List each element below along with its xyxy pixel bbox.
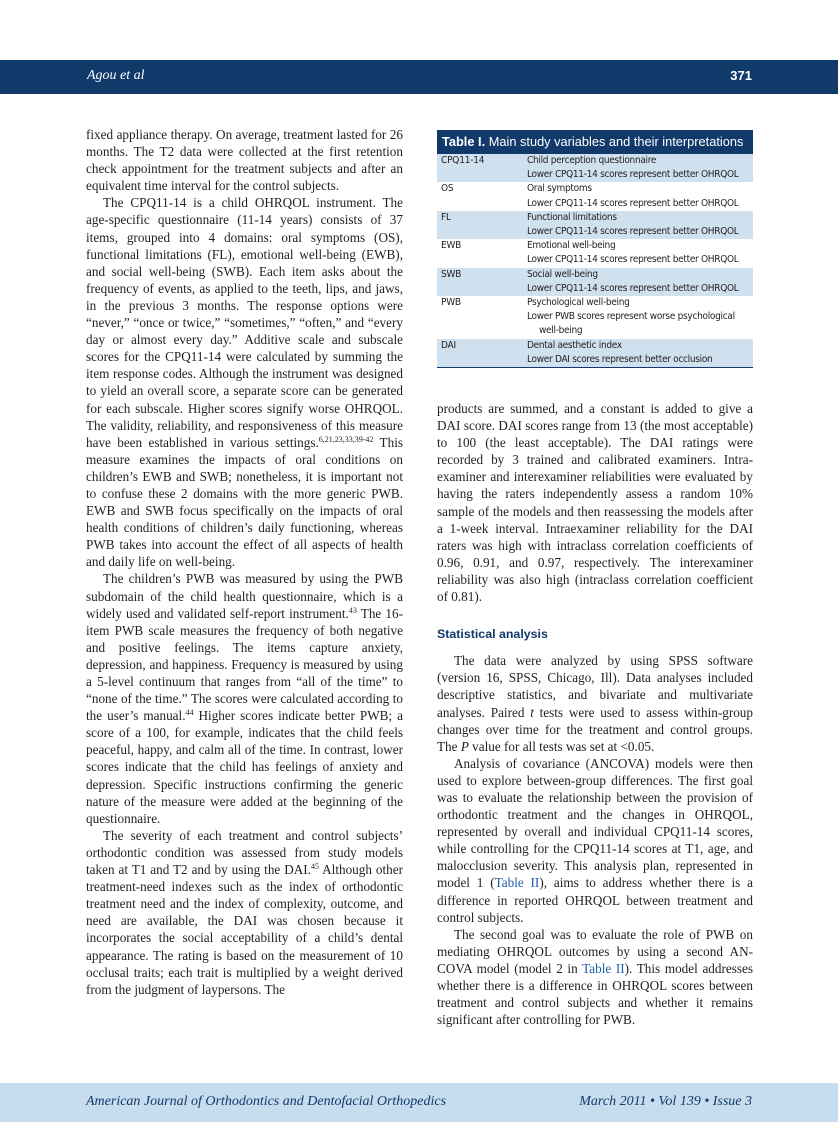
reference-superscript: 44: [185, 708, 194, 718]
table-cell-line: Lower CPQ11-14 scores represent better OHRQOL: [527, 282, 739, 294]
table-row: [437, 154, 753, 182]
table-cell-line: Lower PWB scores represent worse psychological: [527, 311, 735, 323]
table-title: Table I. Main study variables and their interpretations: [437, 130, 753, 154]
running-footer: [0, 1083, 838, 1122]
paragraph: The children’s PWB was measured by using the PWB subdomain of the child health questionnaire, which is a widely used and validated self-report instrument.$^{43}$ The 16-item PWB scale measures the frequency of both negative and positive feelings. The items capture anxiety, depression, and happiness. Frequency is measured by using a 5-level continuum that ranges from “all of the time” to “none of the time.” The scores were calculated according to the user’s manual.$^{44}$ Higher scores indicate better PWB; a score of a 100, for example, indicates that the child feels peaceful, happy, and calm all of the time. In contrast, lower scores indicate that the child has feelings of anxiety and depression. Specific instructions confirming the generic nature of the measure were added at the beginning of the questionnaire.: [86, 571, 403, 826]
table-row: [437, 296, 753, 339]
table-cell-line: Functional limitations: [527, 211, 617, 223]
table-cell-line: Psychological well-being: [527, 297, 630, 309]
table-cell-line: Social well-being: [527, 268, 598, 280]
table-cell-line: well-being: [539, 325, 583, 337]
table-row: [437, 182, 753, 210]
table-cell-line: Emotional well-being: [527, 240, 616, 252]
running-author: Agou et al: [87, 68, 145, 83]
table-cell-line: Lower DAI scores represent better occlusion: [527, 353, 713, 365]
table-cell-abbreviation: EWB: [441, 240, 462, 252]
paragraph: The severity of each treatment and control subjects’ orthodontic condition was assessed from study models taken at T1 and T2 and by using the DAI.$^{45}$ Although other treatment-need indexes such as the index of orthodontic treatment need and the index of complexity, outcome, and need are available, the DAI was chosen because it incorporates the social acceptability of a child’s dental appearance. The rating is based on the measurement of 10 occlusal traits; each trait is multiplied by a weight derived from the judgment of laypersons. The: [86, 827, 403, 997]
table-link[interactable]: Table II: [582, 960, 625, 976]
table-cell-line: Oral symptoms: [527, 183, 592, 195]
table-cell-line: Lower CPQ11-14 scores represent better OHRQOL: [527, 226, 739, 238]
paragraph: products are summed, and a constant is added to give a DAI score. DAI scores range from 13 (the most acceptable) to 100 (the least acceptable). The DAI ratings were recorded by 3 trained and calibrated examiners. Intraexaminer and interexaminer reliabilities were evaluated by having the raters independently assess a random 10% sample of the models and then reassessing the models after a 1-week interval. Intraexaminer reliability for the DAI raters was high with intraclass correlation coefficients of 0.96, 0.91, and 0.97, respectively. The interexaminer reliability was also high (intraclass correlation coefficient of 0.81).: [437, 401, 753, 605]
table-row: [437, 268, 753, 296]
table-row: [437, 211, 753, 239]
table-row: [437, 339, 753, 367]
table-1: [437, 130, 753, 368]
reference-superscript: 6,21,23,33,39-42: [318, 434, 374, 444]
table-cell-abbreviation: PWB: [441, 297, 461, 309]
page-number: 371: [730, 68, 752, 83]
table-cell-description: [527, 182, 753, 210]
running-header: [0, 60, 838, 94]
table-cell-description: [527, 339, 753, 367]
section-heading: Statistical analysis: [437, 627, 548, 642]
table-cell-abbreviation: CPQ11-14: [441, 155, 485, 166]
table-cell-abbreviation: SWB: [441, 268, 462, 280]
table-cell-line: Child perception questionnaire: [527, 155, 657, 166]
table-row: [437, 239, 753, 267]
table-cell-description: [527, 268, 753, 296]
paragraph: The second goal was to evaluate the role of PWB on mediating OHRQOL outcomes by using a second ANCOVA model (model 2 in Table II). This model addresses whether there is a difference in OHRQOL scores between treatment and control subjects and whether it remains significant after controlling for PWB.: [437, 926, 753, 1028]
table-cell-abbreviation: DAI: [441, 339, 456, 351]
issue-info: March 2011 • Vol 139 • Issue 3: [579, 1094, 752, 1109]
table-cell-line: Lower CPQ11-14 scores represent better OHRQOL: [527, 169, 739, 181]
table-cell-line: Lower CPQ11-14 scores represent better OHRQOL: [527, 254, 739, 266]
table-cell-description: [527, 296, 753, 339]
table-cell-line: Lower CPQ11-14 scores represent better OHRQOL: [527, 197, 739, 209]
journal-name: American Journal of Orthodontics and Dentofacial Orthopedics: [86, 1094, 447, 1109]
reference-superscript: 45: [310, 862, 319, 872]
table-cell-description: [527, 154, 753, 182]
right-column: [437, 400, 753, 1028]
reference-superscript: 43: [348, 605, 357, 615]
table-link[interactable]: Table II: [494, 875, 540, 891]
left-column: [86, 126, 403, 998]
table-cell-line: Dental aesthetic index: [527, 339, 622, 351]
paragraph: The CPQ11-14 is a child OHRQOL instrument. The age-specific questionnaire (11-14 years) consists of 37 items, grouped into 4 domains: oral symptoms (OS), functional limitations (FL), emotional well-being (EWB), and social well-being (SWB). Each item asks about the frequency of events, as applied to the teeth, lips, and jaws, in the previous 3 months. The response options were “never,” “once or twice,” “sometimes,” “often,” and “every day or almost every day.” Additive scale and subscale scores for the CPQ11-14 were calculated by summing the item response codes. Although the instrument was designed to yield an overall score, a separate score can be generated for each subscale. Higher scores signify worse OHRQOL. The validity, reliability, and responsiveness of this measure have been established in various settings.$^{6,21,23,33,39-42}$ This measure examines the impacts of oral conditions on children’s EWB and SWB; nonetheless, it is important not to confuse these 2 domains with the more generic PWB. EWB and SWB focus specifically on the impacts of oral health conditions of children’s daily functioning, whereas PWB takes into account the effect of all aspects of health and daily life on well-being.: [86, 195, 403, 570]
table-cell-abbreviation: FL: [441, 211, 451, 223]
table-cell-abbreviation: OS: [441, 183, 454, 195]
table-bottom-rule: [437, 367, 753, 368]
table-cell-description: [527, 239, 753, 267]
paragraph: fixed appliance therapy. On average, treatment lasted for 26 months. The T2 data were collected at the first retention check appointment for the treatment subjects and after an equivalent time interval for the control subjects.: [86, 127, 403, 194]
table-cell-description: [527, 211, 753, 239]
paragraph: Analysis of covariance (ANCOVA) models were then used to explore between-group differences. The first goal was to evaluate the relationship between the provision of orthodontic treatment and the changes in OHRQOL, represented by overall and individual CPQ11-14 scores, while controlling for the CPQ11-14 scores at T1, age, and malocclusion severity. This analysis plan, represented in model 1 (Table II), aims to address whether there is a difference in reported OHRQOL between treatment and control subjects.: [437, 755, 753, 925]
table-body: [437, 154, 753, 367]
paragraph: The data were analyzed by using SPSS software (version 16, SPSS, Chicago, Ill). Data analyses included descriptive statistics, and bivariate and multivariate analyses. Paired t tests were used to assess within-group changes over time for the treatment and control groups. The P value for all tests was set at <0.05.: [437, 653, 753, 754]
